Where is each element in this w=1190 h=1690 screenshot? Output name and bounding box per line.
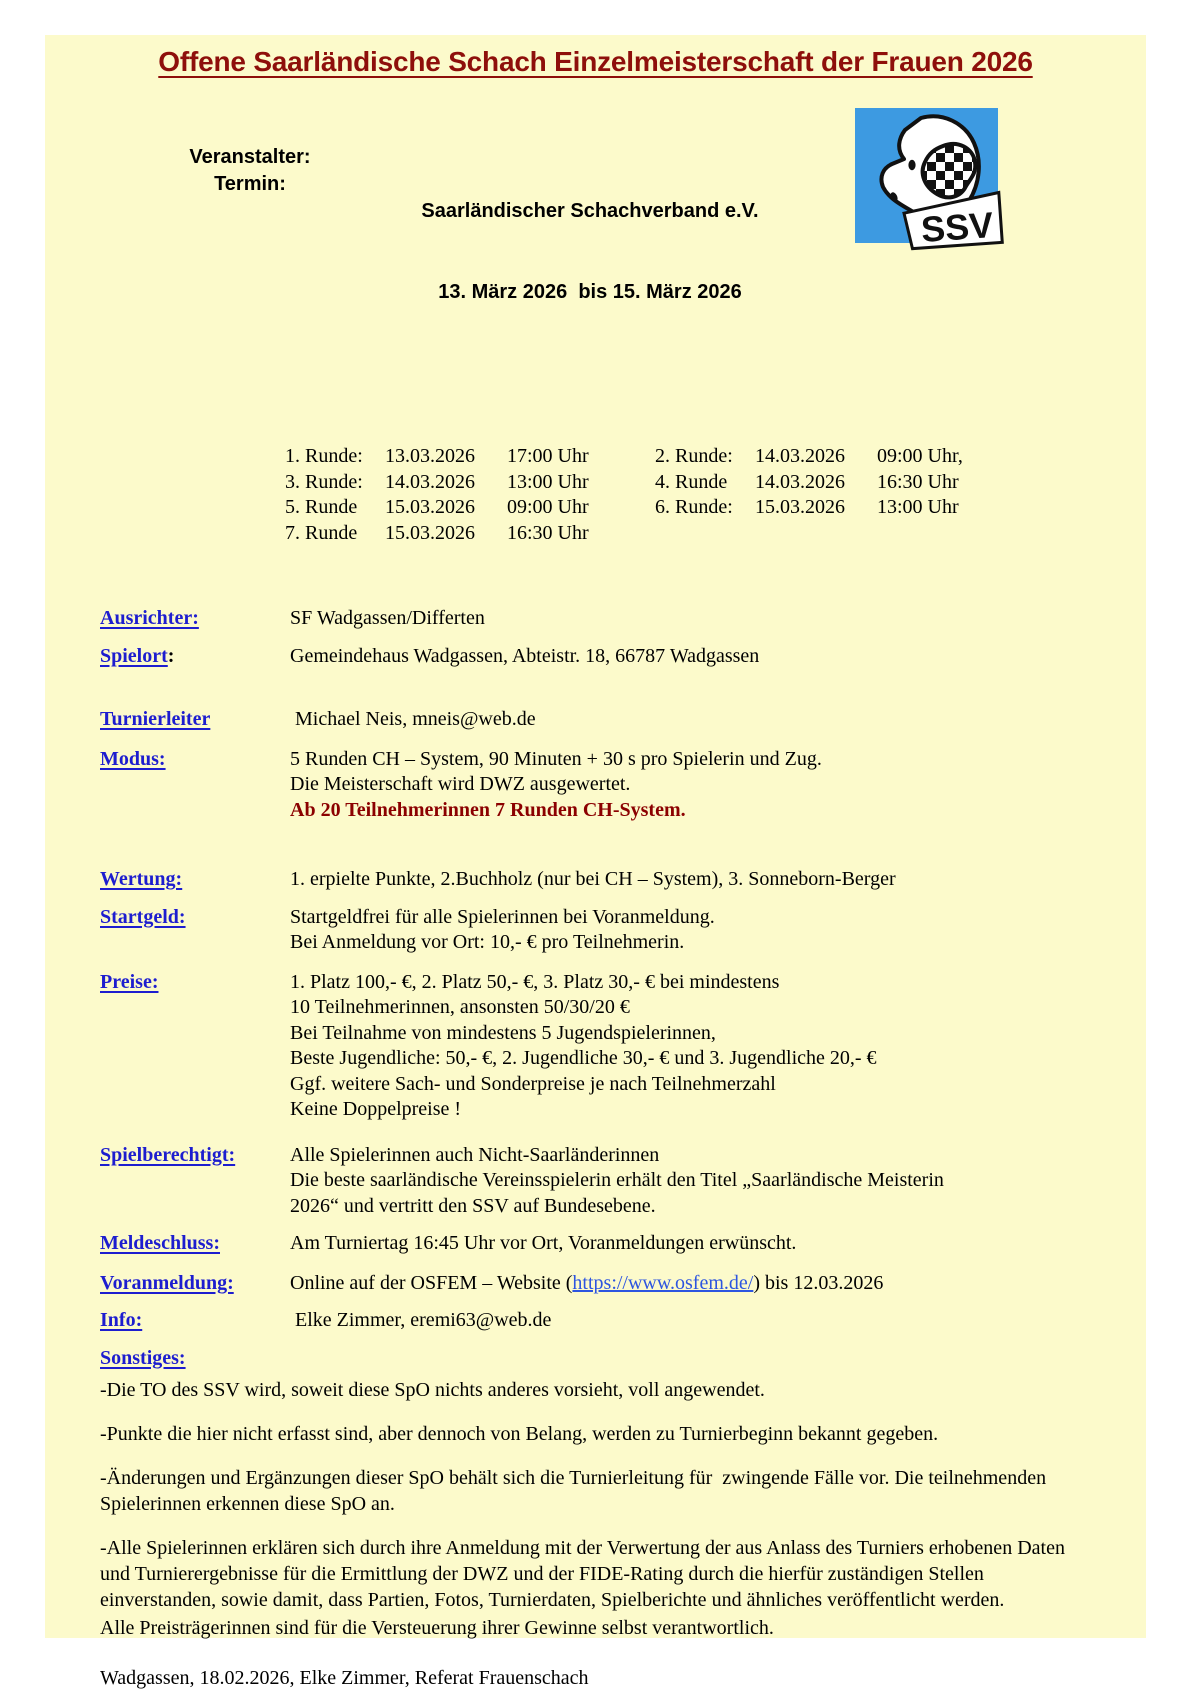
section-spielberechtigt: [100, 1143, 1146, 1220]
section-label-text: Spielberechtigt:: [100, 1143, 236, 1166]
round-label: 2. Runde:: [655, 445, 733, 467]
round-entry: [285, 495, 655, 521]
section-line: [290, 1231, 1101, 1257]
section-line: [290, 1308, 1101, 1334]
section-line-text: 10 Teilnehmerinnen, ansonsten 50/30/20 €: [290, 996, 630, 1018]
round-time: 13:00 Uhr: [507, 470, 589, 493]
section-label-text: Turnierleiter: [100, 708, 211, 730]
round-time: 17:00 Uhr: [507, 445, 589, 467]
section-content: [290, 970, 1146, 1123]
section-content: [290, 1271, 1146, 1297]
section-label: [100, 707, 290, 733]
section-label: [100, 1143, 290, 1220]
section-modus: [100, 747, 1146, 824]
organizer-label: Veranstalter:: [189, 146, 311, 168]
note-paragraph: -Änderungen und Ergänzungen dieser SpO behält sich die Turnierleitung für zwingende Fälle vor. Die teilnehmenden Spielerinnen erkennen diese SpO an.: [100, 1467, 1052, 1515]
section-label-text: Sonstiges:: [100, 1346, 186, 1369]
note-paragraph: Alle Preisträgerinnen sind für die Versteuerung ihrer Gewinne selbst verantwortlich.: [100, 1617, 774, 1639]
section-line: [290, 707, 1101, 733]
date-label: Termin:: [214, 173, 286, 195]
round-label: 7. Runde: [285, 521, 358, 544]
section-content: [290, 1346, 1146, 1372]
section-line-text: Michael Neis, mneis@web.de: [290, 708, 536, 730]
note-paragraph: -Alle Spielerinnen erklären sich durch ihre Anmeldung mit der Verwertung der aus Anlass des Turniers erhobenen Daten und Turnierergebnisse für die Ermittlung der DWZ und der FIDE-Rating durch die hierfür zuständigen Stellen einverstanden, sowie damit, dass Partien, Fotos, Turnierdaten, Spielberichte und ähnliches veröffentlicht werden.: [100, 1537, 1070, 1611]
section-label-text: Wertung:: [100, 868, 183, 890]
section-content: [290, 1143, 1146, 1220]
section-label: [100, 1308, 290, 1334]
section-line: [290, 1194, 1101, 1220]
section-line: [290, 930, 1101, 956]
round-date: 14.03.2026: [385, 470, 475, 493]
section-label-text: Startgeld:: [100, 905, 186, 928]
section-line: [290, 1168, 1101, 1194]
organizer-value: Saarländischer Schachverband e.V.: [421, 200, 759, 222]
section-line: [290, 772, 1101, 798]
organizer-values: [360, 144, 820, 360]
section-line: [290, 1097, 1101, 1123]
round-date: 15.03.2026: [755, 496, 845, 518]
round-time: 09:00 Uhr,: [877, 445, 963, 467]
round-time: 09:00 Uhr: [507, 496, 589, 518]
round-entry: [655, 521, 1025, 547]
section-line-text: Bei Teilnahme von mindestens 5 Jugendspielerinnen,: [290, 1021, 716, 1044]
section-preise: [100, 970, 1146, 1123]
section-line: [290, 905, 1101, 931]
section-line-text: 2026“ und vertritt den SSV auf Bundesebene.: [290, 1194, 656, 1217]
page-title: Offene Saarländische Schach Einzelmeisterschaft der Frauen 2026: [158, 46, 1033, 77]
round-time: 13:00 Uhr: [877, 496, 959, 518]
round-time: 16:30 Uhr: [877, 470, 959, 493]
closing-line: Wadgassen, 18.02.2026, Elke Zimmer, Referat Frauenschach: [100, 1667, 589, 1689]
section-startgeld: [100, 905, 1146, 956]
round-entry: [655, 470, 1025, 496]
osfem-link[interactable]: https://www.osfem.de/: [572, 1271, 754, 1294]
round-entry: [655, 495, 1025, 521]
section-line: [290, 1072, 1101, 1098]
sections: [45, 606, 1146, 1371]
note-paragraph: -Die TO des SSV wird, soweit diese SpO nichts anderes vorsieht, voll angewendet.: [100, 1379, 765, 1401]
round-date: 14.03.2026: [755, 470, 845, 493]
section-meldeschluss: [100, 1231, 1146, 1257]
section-line: [290, 995, 1101, 1021]
section-info: [100, 1308, 1146, 1334]
document-page: [45, 35, 1146, 1689]
section-label-colon: :: [167, 644, 175, 667]
ssv-knight-logo-icon: [855, 108, 998, 250]
section-line-text: Die Meisterschaft wird DWZ ausgewertet.: [290, 773, 631, 795]
section-line: [290, 1143, 1101, 1169]
round-entry: [655, 444, 1025, 470]
section-line-text: Die beste saarländische Vereinsspielerin erhält den Titel „Saarländische Meisterin: [290, 1169, 944, 1191]
round-date: 15.03.2026: [385, 521, 475, 544]
section-line-text: Bei Anmeldung vor Ort: 10,- € pro Teilnehmerin.: [290, 931, 685, 953]
section-label-text: Info:: [100, 1309, 143, 1331]
section-line-text: SF Wadgassen/Differten: [290, 607, 485, 629]
rounds-row: [285, 470, 1146, 496]
section-content: [290, 747, 1146, 824]
round-label: 6. Runde:: [655, 496, 733, 518]
round-entry: [285, 444, 655, 470]
round-label: 1. Runde:: [285, 445, 363, 467]
section-label: [100, 1346, 290, 1372]
section-label-text: Ausrichter:: [100, 607, 199, 629]
round-label: 3. Runde:: [285, 470, 363, 493]
section-ausrichter: [100, 606, 1146, 632]
section-line-text: Keine Doppelpreise !: [290, 1098, 462, 1120]
rounds-row: [285, 444, 1146, 470]
rounds-row: [285, 521, 1146, 547]
section-line-text: Alle Spielerinnen auch Nicht-Saarländerinnen: [290, 1143, 660, 1166]
section-line-text: Beste Jugendliche: 50,- €, 2. Jugendliche 30,- € und 3. Jugendliche 20,- €: [290, 1047, 877, 1069]
section-spielort: [100, 644, 1146, 670]
section-label-text: Preise:: [100, 970, 159, 993]
section-line: [290, 1271, 1101, 1297]
note-paragraph: -Punkte die hier nicht erfasst sind, aber dennoch von Belang, werden zu Turnierbeginn bekannt gegeben.: [100, 1423, 939, 1445]
section-line: [290, 747, 1101, 773]
section-label-text: Voranmeldung:: [100, 1271, 234, 1294]
section-line: [290, 1046, 1101, 1072]
ssv-logo-text: SSV: [919, 204, 995, 250]
section-label-text: Meldeschluss:: [100, 1232, 220, 1254]
section-line: [290, 867, 1101, 893]
section-line: [290, 1021, 1101, 1047]
round-entry: [285, 521, 655, 547]
rounds-table: [285, 444, 1146, 546]
section-label: [100, 905, 290, 956]
section-line-text: Elke Zimmer, eremi63@web.de: [290, 1309, 552, 1331]
section-line: [290, 798, 1101, 824]
round-label: 4. Runde: [655, 470, 728, 493]
section-label: [100, 970, 290, 1123]
section-line-text: Am Turniertag 16:45 Uhr vor Ort, Voranmeldungen erwünscht.: [290, 1232, 797, 1254]
notes: [45, 1377, 1146, 1641]
round-entry: [285, 470, 655, 496]
section-line-text: Ab 20 Teilnehmerinnen 7 Runden CH-System.: [290, 798, 686, 821]
round-date: 15.03.2026: [385, 496, 475, 518]
section-wertung: [100, 867, 1146, 893]
section-content: [290, 644, 1146, 670]
section-label-text: Spielort: [100, 644, 168, 667]
ssv-logo: [855, 108, 998, 250]
section-content: [290, 867, 1146, 893]
section-line-text: 5 Runden CH – System, 90 Minuten + 30 s pro Spielerin und Zug.: [290, 747, 822, 770]
section-line: [290, 970, 1101, 996]
section-label: [100, 867, 290, 893]
round-date: 14.03.2026: [755, 445, 845, 467]
section-sonstiges: [100, 1346, 1146, 1372]
section-turnierleiter: [100, 707, 1146, 733]
link-suffix-text: ) bis 12.03.2026: [753, 1271, 884, 1294]
section-line-text: Ggf. weitere Sach- und Sonderpreise je nach Teilnehmerzahl: [290, 1072, 776, 1095]
round-label: 5. Runde: [285, 496, 358, 518]
section-label-text: Modus:: [100, 747, 166, 770]
section-voranmeldung: [100, 1271, 1146, 1297]
round-time: 16:30 Uhr: [507, 521, 589, 544]
section-line-text: Gemeindehaus Wadgassen, Abteistr. 18, 66787 Wadgassen: [290, 644, 760, 667]
section-line: [290, 606, 1101, 632]
section-content: [290, 707, 1146, 733]
section-content: [290, 905, 1146, 956]
link-prefix-text: Online auf der OSFEM – Website (: [290, 1271, 573, 1294]
section-label: [100, 606, 290, 632]
section-line-text: Startgeldfrei für alle Spielerinnen bei Voranmeldung.: [290, 905, 715, 928]
section-content: [290, 606, 1146, 632]
section-line: [290, 644, 1101, 670]
section-label: [100, 747, 290, 824]
section-content: [290, 1308, 1146, 1334]
date-value: 13. März 2026 bis 15. März 2026: [438, 281, 742, 303]
round-date: 13.03.2026: [385, 445, 475, 467]
rounds-row: [285, 495, 1146, 521]
section-line-text: 1. Platz 100,- €, 2. Platz 50,- €, 3. Platz 30,- € bei mindestens: [290, 970, 780, 993]
organizer-labels: [140, 144, 360, 360]
section-label: [100, 644, 290, 670]
section-label: [100, 1271, 290, 1297]
section-line-text: 1. erpielte Punkte, 2.Buchholz (nur bei CH – System), 3. Sonneborn-Berger: [290, 868, 896, 890]
section-content: [290, 1231, 1146, 1257]
section-label: [100, 1231, 290, 1257]
